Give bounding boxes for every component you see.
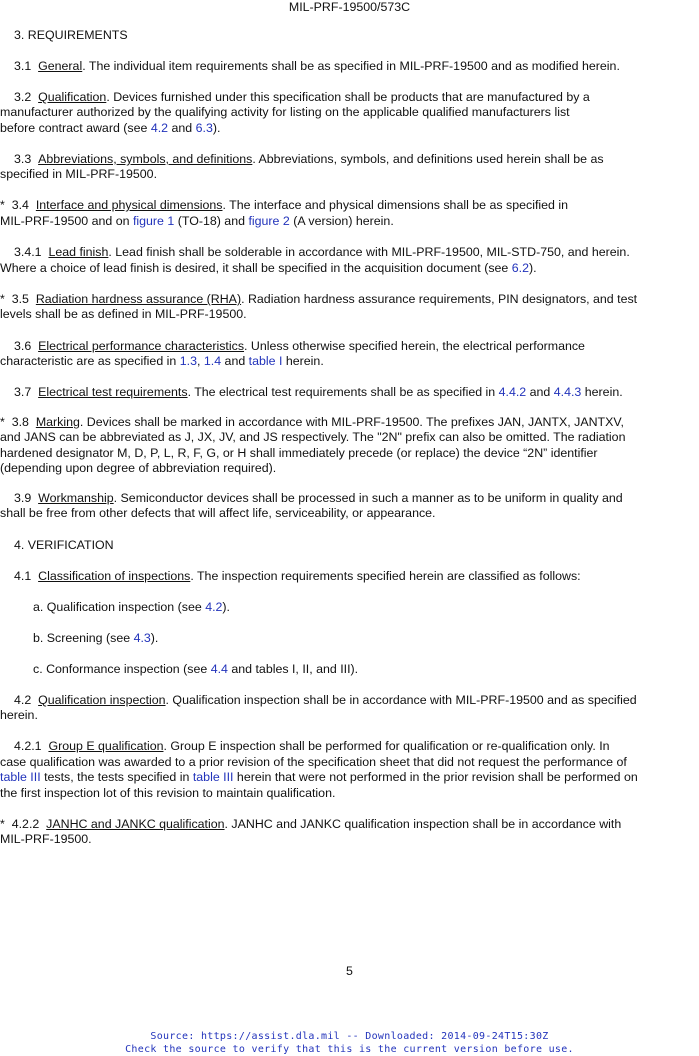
para-text: . The electrical test requirements shall be as specified in	[187, 385, 499, 399]
para-text: . Semiconductor devices shall be processed in such a manner as to be uniform in quality and	[113, 491, 623, 505]
para-number: 3.2	[14, 90, 32, 104]
para-text: and tables I, II, and III).	[227, 662, 359, 676]
para-3-5	[0, 292, 699, 308]
para-text: Where a choice of lead finish is desired, it shall be specified in the acquisition document (see	[0, 261, 512, 275]
para-number: 4.2	[14, 693, 32, 707]
para-number: 3.1	[14, 59, 32, 73]
para-text: ).	[528, 261, 537, 275]
para-text: herein that were not performed in the prior revision shall be performed on	[233, 770, 638, 784]
para-text: ).	[150, 631, 159, 645]
para-text: . Group E inspection shall be performed for qualification or re-qualification only. In	[163, 739, 610, 753]
ref-link[interactable]: 1.4	[203, 354, 222, 368]
ref-link[interactable]: 4.4.2	[498, 385, 527, 399]
para-4-1	[14, 569, 699, 585]
para-text: and	[168, 121, 196, 135]
para-text: . Abbreviations, symbols, and definitions used herein shall be as	[252, 152, 604, 166]
ref-link[interactable]: figure 2	[248, 214, 290, 228]
para-3-2-line3	[0, 121, 699, 137]
para-number: 4.2.1	[14, 739, 42, 753]
para-text: (A version) herein.	[289, 214, 394, 228]
para-3-8	[0, 415, 699, 431]
para-text: . The inspection requirements specified herein are classified as follows:	[190, 569, 581, 583]
footer-line-2: Check the source to verify that this is the current version before use.	[125, 1044, 574, 1055]
document-id-header: MIL-PRF-19500/573C	[288, 0, 411, 14]
para-4-2-1-line3	[0, 770, 699, 786]
ref-link[interactable]: 4.3	[133, 631, 151, 645]
para-3-4	[0, 198, 699, 214]
para-title: Qualification inspection	[38, 693, 166, 707]
para-number: 3.9	[14, 491, 32, 505]
section-4-heading: 4. VERIFICATION	[14, 538, 114, 552]
para-3-2-line2: manufacturer authorized by the qualifying activity for listing on the applicable qualified manufacturers list	[0, 105, 570, 119]
para-title: Electrical test requirements	[38, 385, 188, 399]
para-title: Lead finish	[48, 245, 109, 259]
para-text: . Unless otherwise specified herein, the electrical performance	[244, 339, 585, 353]
change-mark: *	[0, 198, 5, 212]
ref-link[interactable]: 4.4.3	[553, 385, 582, 399]
para-text: tests, the tests specified in	[40, 770, 193, 784]
para-text: and	[221, 354, 249, 368]
para-text: ).	[212, 121, 221, 135]
change-mark: *	[0, 292, 5, 306]
para-number: 4.1	[14, 569, 32, 583]
para-4-2	[14, 693, 699, 709]
para-3-6-line2	[0, 354, 699, 370]
list-item-b	[33, 631, 699, 647]
para-title: General	[38, 59, 83, 73]
para-text: . Lead finish shall be solderable in accordance with MIL-PRF-19500, MIL-STD-750, and herein.	[108, 245, 630, 259]
para-number: 4.2.2	[11, 817, 40, 831]
para-title: Radiation hardness assurance (RHA)	[35, 292, 242, 306]
para-3-9	[14, 491, 699, 507]
para-3-1	[14, 59, 699, 75]
para-title: JANHC and JANKC qualification	[46, 817, 225, 831]
para-text: . Devices furnished under this specification shall be products that are manufactured by a	[106, 90, 590, 104]
ref-link[interactable]: 4.2	[205, 600, 223, 614]
para-text: . JANHC and JANKC qualification inspection shall be in accordance with	[224, 817, 622, 831]
para-title: Electrical performance characteristics	[38, 339, 245, 353]
para-3-8-line2: and JANS can be abbreviated as J, JX, JV, and JS respectively. The "2N" prefix can also be omitted. The radiation	[0, 430, 626, 444]
para-number: 3.5	[11, 292, 29, 306]
para-text: (TO-18) and	[174, 214, 249, 228]
para-4-2-1-line4: the first inspection lot of this revision to maintain qualification.	[0, 786, 336, 800]
para-3-3-line2: specified in MIL-PRF-19500.	[0, 167, 158, 181]
para-3-9-line2: shall be free from other defects that will affect life, serviceability, or appearance.	[0, 506, 436, 520]
para-title: Classification of inspections	[38, 569, 191, 583]
para-text: c. Conformance inspection (see	[33, 662, 211, 676]
ref-link[interactable]: 4.4	[210, 662, 228, 676]
para-3-3	[14, 152, 699, 168]
para-text: . The individual item requirements shall be as specified in MIL-PRF-19500 and as modified herein.	[82, 59, 620, 73]
para-4-2-1-line2: case qualification was awarded to a prior revision of the specification sheet that did not request the performance of	[0, 755, 627, 769]
para-text: characteristic are as specified in	[0, 354, 180, 368]
para-title: Marking	[35, 415, 80, 429]
ref-link[interactable]: 1.3	[179, 354, 197, 368]
para-3-2	[14, 90, 699, 106]
ref-link[interactable]: figure 1	[132, 214, 175, 228]
para-4-2-2	[0, 817, 699, 833]
para-number: 3.4	[11, 198, 29, 212]
ref-link[interactable]: 4.2	[150, 121, 169, 135]
para-text: . Qualification inspection shall be in accordance with MIL-PRF-19500 and as specified	[165, 693, 637, 707]
para-number: 3.4.1	[14, 245, 42, 259]
para-3-4-1-line2	[0, 261, 699, 277]
para-3-4-1	[14, 245, 699, 261]
para-3-6	[14, 339, 699, 355]
ref-link[interactable]: table III	[192, 770, 234, 784]
para-4-2-1	[14, 739, 699, 755]
page-number: 5	[346, 964, 353, 978]
ref-link[interactable]: 6.3	[195, 121, 213, 135]
para-text: ,	[196, 354, 204, 368]
para-title: Qualification	[38, 90, 107, 104]
para-text: ).	[222, 600, 230, 614]
para-text: and	[526, 385, 554, 399]
para-3-8-line4: (depending upon degree of abbreviation required).	[0, 461, 277, 475]
para-number: 3.7	[14, 385, 32, 399]
para-text: . Radiation hardness assurance requirements, PIN designators, and test	[241, 292, 638, 306]
para-4-2-line2: herein.	[0, 708, 38, 722]
source-footer	[0, 1030, 699, 1056]
para-title: Interface and physical dimensions	[35, 198, 223, 212]
para-title: Abbreviations, symbols, and definitions	[38, 152, 253, 166]
section-3-heading: 3. REQUIREMENTS	[14, 28, 128, 42]
ref-link[interactable]: 6.2	[511, 261, 529, 275]
change-mark: *	[0, 415, 5, 429]
para-text: herein.	[581, 385, 623, 399]
para-title: Group E qualification	[48, 739, 164, 753]
list-item-c	[33, 662, 699, 678]
para-text: a. Qualification inspection (see	[33, 600, 206, 614]
para-text: herein.	[282, 354, 324, 368]
para-text: before contract award (see	[0, 121, 151, 135]
change-mark: *	[0, 817, 5, 831]
list-item-a	[33, 600, 699, 616]
para-text: MIL-PRF-19500 and on	[0, 214, 133, 228]
para-text: . Devices shall be marked in accordance with MIL-PRF-19500. The prefixes JAN, JANTX, JANTXV,	[79, 415, 624, 429]
para-text: . The interface and physical dimensions shall be as specified in	[222, 198, 569, 212]
para-number: 3.6	[14, 339, 32, 353]
para-3-5-line2: levels shall be as defined in MIL-PRF-19500.	[0, 307, 247, 321]
para-4-2-2-line2: MIL-PRF-19500.	[0, 832, 92, 846]
para-3-8-line3: hardened designator M, D, P, L, R, F, G, or H shall immediately precede (or replace) the device “2N” identifier	[0, 446, 598, 460]
para-text: b. Screening (see	[33, 631, 134, 645]
para-number: 3.3	[14, 152, 32, 166]
para-title: Workmanship	[38, 491, 114, 505]
footer-line-1: Source: https://assist.dla.mil -- Downloaded: 2014-09-24T15:30Z	[150, 1031, 549, 1042]
para-number: 3.8	[11, 415, 29, 429]
para-3-4-line2	[0, 214, 699, 230]
ref-link[interactable]: table I	[248, 354, 283, 368]
ref-link[interactable]: table III	[0, 770, 41, 784]
para-3-7	[14, 385, 699, 401]
